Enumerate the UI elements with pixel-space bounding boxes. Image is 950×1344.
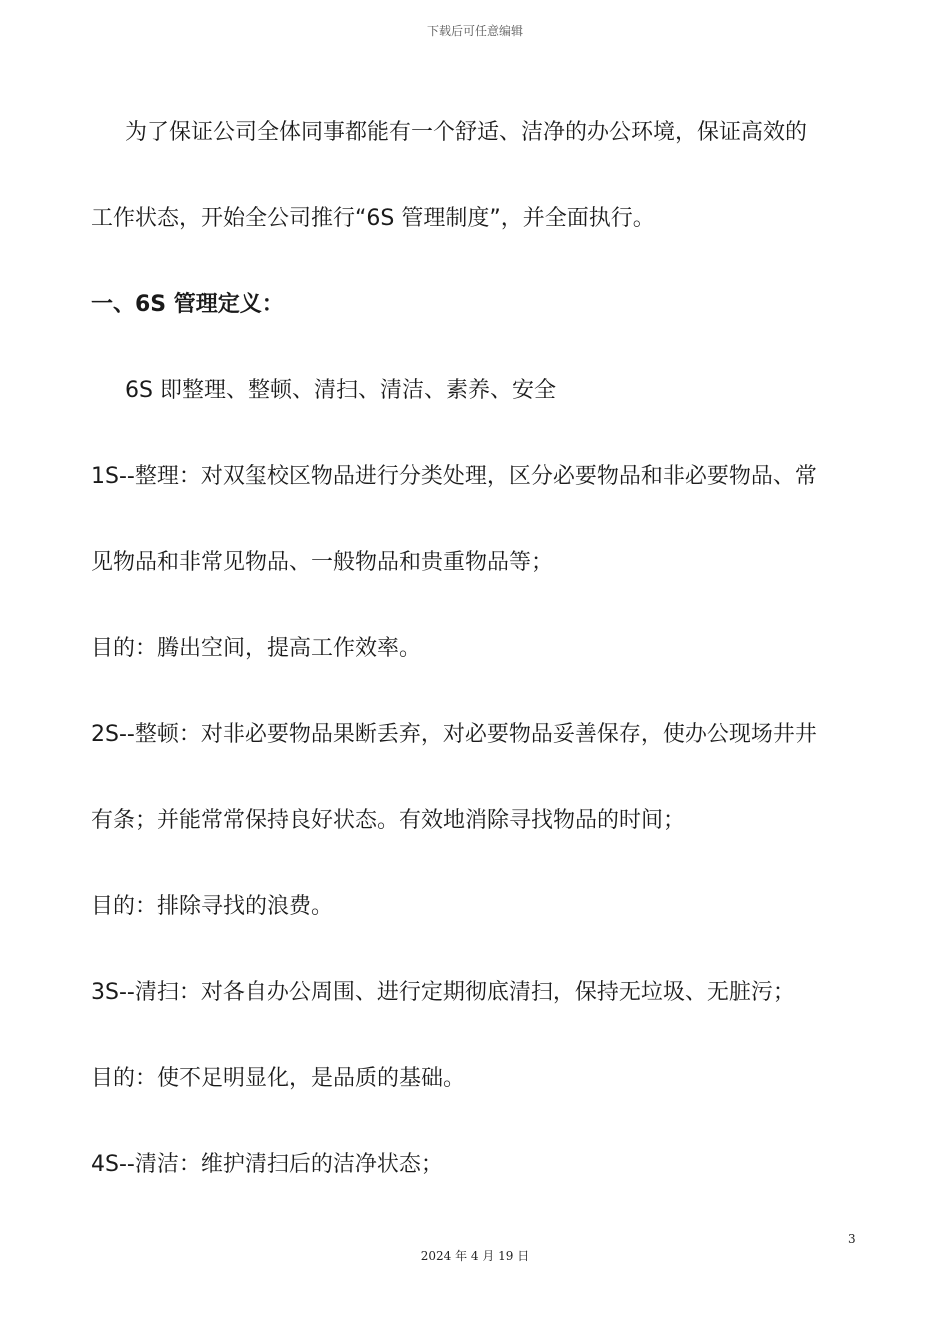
item-2s-line-2: 有条；并能常常保持良好状态。有效地消除寻找物品的时间；	[91, 808, 686, 833]
definition-line: 6S 即整理、整顿、清扫、清洁、素养、安全	[125, 378, 556, 403]
footer-date: 2024 年 4 月 19 日	[420, 1249, 530, 1263]
section-heading: 一、6S 管理定义：	[91, 292, 284, 317]
item-1s-purpose: 目的：腾出空间，提高工作效率。	[91, 636, 422, 661]
item-3s-line-1: 3S--清扫：对各自办公周围、进行定期彻底清扫，保持无垃圾、无脏污；	[91, 980, 795, 1005]
item-1s-line-1: 1S--整理：对双玺校区物品进行分类处理，区分必要物品和非必要物品、常	[91, 464, 817, 489]
item-1s-line-2: 见物品和非常见物品、一般物品和贵重物品等；	[91, 550, 554, 575]
item-4s-line-1: 4S--清洁：维护清扫后的洁净状态；	[91, 1152, 443, 1177]
page-header: 下载后可任意编辑	[426, 24, 523, 38]
intro-paragraph-line-1: 为了保证公司全体同事都能有一个舒适、洁净的办公环境，保证高效的	[125, 120, 808, 145]
item-2s-purpose: 目的：排除寻找的浪费。	[91, 894, 334, 919]
item-2s-line-1: 2S--整顿：对非必要物品果断丢弃，对必要物品妥善保存，使办公现场井井	[91, 722, 817, 747]
page-number: 3	[848, 1232, 856, 1246]
item-3s-purpose: 目的：使不足明显化，是品质的基础。	[91, 1066, 466, 1091]
intro-paragraph-line-2: 工作状态，开始全公司推行“6S 管理制度”，并全面执行。	[91, 206, 655, 231]
